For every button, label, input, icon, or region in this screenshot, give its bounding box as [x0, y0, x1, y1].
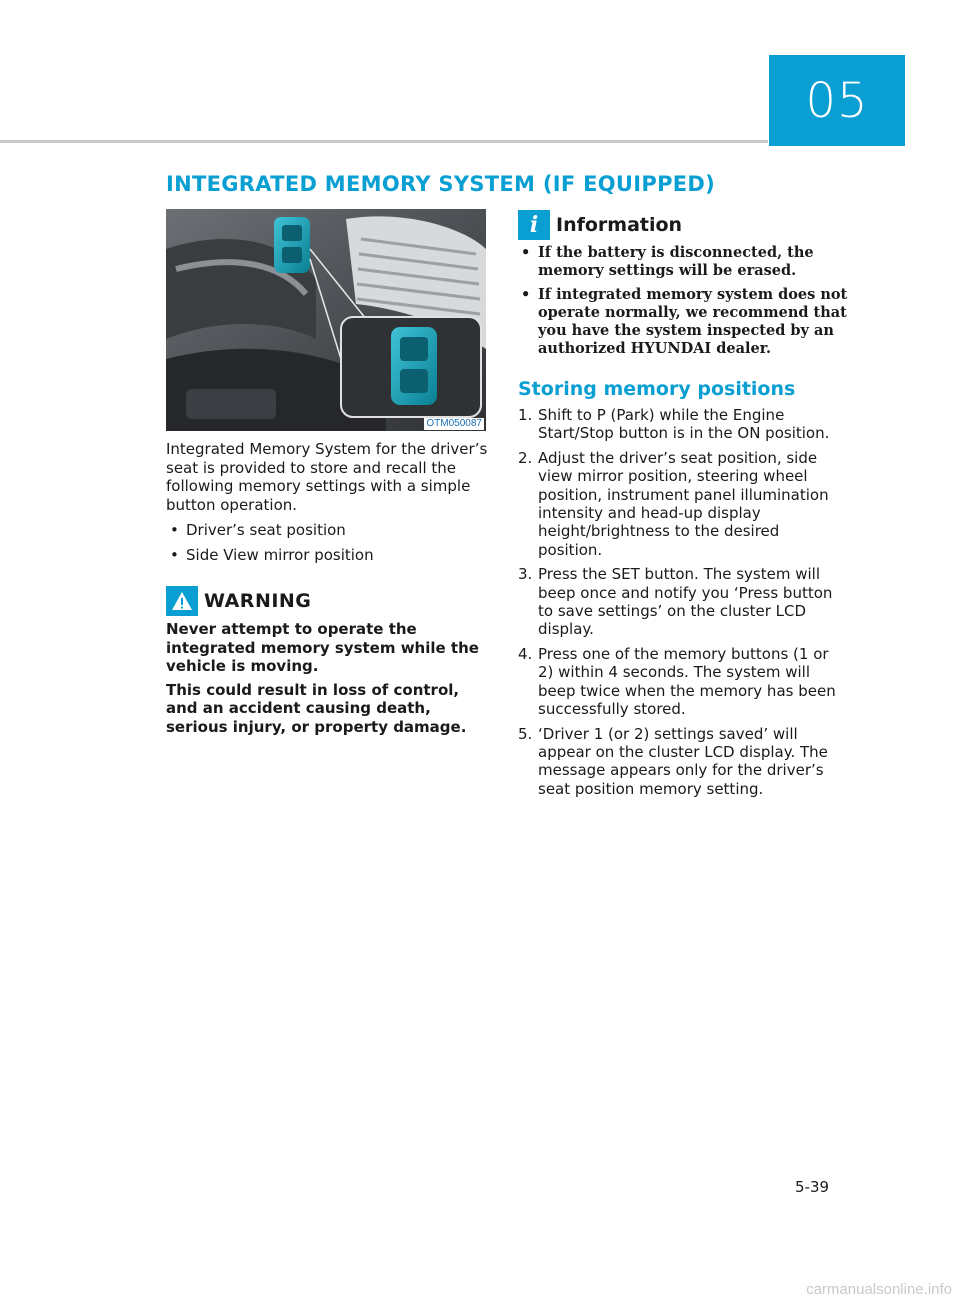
information-box	[518, 210, 848, 364]
figure-code: OTM050087	[426, 418, 482, 429]
warning-paragraph: This could result in loss of control, and an accident causing death, serious injury, or property damage.	[166, 680, 467, 736]
section-title: INTEGRATED MEMORY SYSTEM (IF EQUIPPED)	[166, 172, 716, 196]
step-number: 2.	[518, 448, 533, 467]
step-text: Press one of the memory buttons (1 or 2) within 4 seconds. The system will beep twice when the memory has been successfully stored.	[538, 644, 836, 719]
list-item: • Driver’s seat position	[166, 521, 491, 540]
list-item: • If integrated memory system does not operate normally, we recommend that you have the system inspected by an authorized HYUNDAI dealer.	[518, 286, 848, 358]
step-text: ‘Driver 1 (or 2) settings saved’ will appear on the cluster LCD display. The message appears only for the driver’s seat position memory setting.	[538, 724, 828, 798]
storing-steps	[518, 406, 843, 804]
page-number: 5-39	[795, 1178, 830, 1196]
memory-items-list	[166, 521, 491, 564]
warning-title: WARNING	[204, 590, 312, 612]
step-item	[518, 645, 843, 719]
warning-box	[166, 586, 486, 741]
step-number: 1.	[518, 406, 533, 424]
header-rule	[0, 140, 768, 143]
step-item	[518, 565, 843, 639]
step-text: Adjust the driver’s seat position, side view mirror position, steering wheel position, instrument panel illumination intensity and head-up display height/brightness to the desired position.	[538, 448, 829, 559]
intro-paragraph: Integrated Memory System for the driver’s seat is provided to store and recall the following memory settings with a simple button operation.	[166, 440, 488, 514]
door-panel-illustration	[166, 209, 486, 431]
step-number: 4.	[518, 644, 533, 663]
list-item: • If the battery is disconnected, the memory settings will be erased.	[518, 244, 848, 280]
step-item	[518, 449, 843, 559]
door-memory-buttons-photo	[166, 209, 486, 431]
intro-section	[166, 440, 491, 570]
chapter-tab: 05	[769, 55, 905, 146]
step-number: 5.	[518, 724, 533, 743]
step-item	[518, 725, 843, 799]
warning-paragraph: Never attempt to operate the integrated memory system while the vehicle is moving.	[166, 620, 479, 675]
list-item: • Side View mirror position	[166, 546, 491, 565]
step-text: Press the SET button. The system will beep once and notify you ‘Press button to save settings’ on the cluster LCD display.	[538, 565, 833, 639]
step-item	[518, 406, 843, 443]
step-text: Shift to P (Park) while the Engine Start/Stop button is in the ON position.	[538, 406, 830, 443]
information-title: Information	[556, 214, 683, 236]
information-list	[518, 244, 848, 358]
information-icon: i	[518, 210, 550, 240]
storing-title: Storing memory positions	[518, 378, 796, 400]
watermark: carmanualsonline.info	[806, 1281, 952, 1298]
step-number: 3.	[518, 565, 533, 584]
warning-triangle-icon	[166, 586, 198, 616]
